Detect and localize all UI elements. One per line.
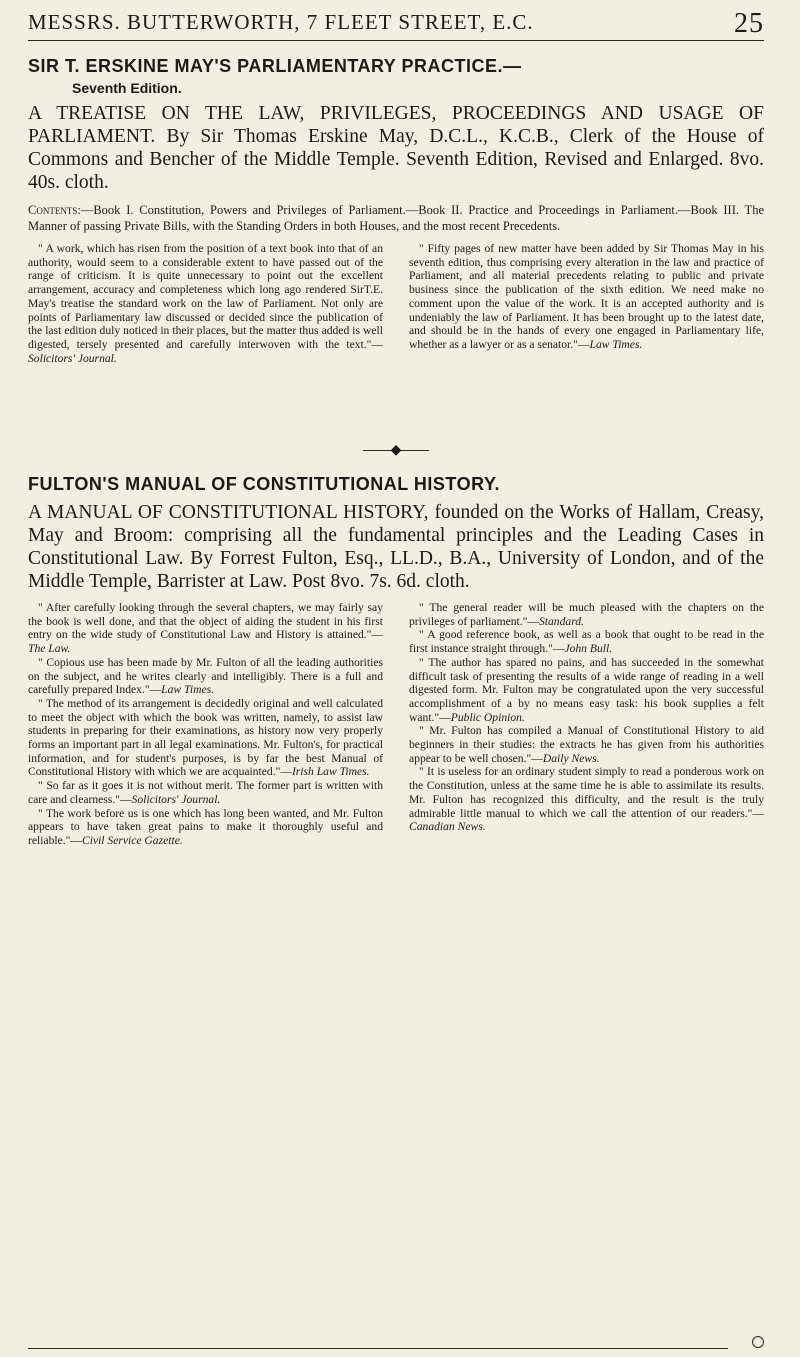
reviews-may: [28, 242, 764, 365]
review-text: " Mr. Fulton has compiled a Manual of Constitutional History to aid beginners in their studies: the extracts he has given from his authorities appear to be well chosen."—: [409, 724, 764, 765]
review-text: " After carefully looking through the several chapters, we may fairly say the book is well done, and that the object of aiding the student in his first entry on the wide study of Constitutional Law and History is attained."—: [28, 601, 383, 642]
review-text: " The work before us is one which has long been wanted, and Mr. Fulton appears to have taken great pains to make it thoroughly useful and reliable."—: [28, 806, 383, 847]
review-source: Civil Service Gazette.: [81, 833, 183, 847]
running-head: [28, 8, 764, 41]
review-quote: [409, 724, 764, 765]
may-parliamentary-practice-section: [28, 56, 764, 365]
corner-ornament: [752, 1336, 764, 1348]
contents-label: Contents:: [28, 203, 81, 217]
review-text: " The general reader will be much pleased with the chapters on the privileges of parliament."—: [409, 601, 764, 628]
running-head-text: MESSRS. BUTTERWORTH, 7 FLEET STREET, E.C.: [28, 10, 534, 34]
review-quote: [28, 656, 383, 697]
edition-label: Seventh Edition.: [72, 80, 182, 96]
review-quote: [28, 807, 383, 848]
section-heading-fulton: FULTON'S MANUAL OF CONSTITUTIONAL HISTORY.: [28, 474, 500, 494]
review-quote: [28, 779, 383, 806]
review-text: " Copious use has been made by Mr. Fulton of all the leading authorities on the subject, and he writes clearly and intelligibly. There is a full and carefully prepared Index."—: [28, 655, 383, 697]
reviews-fulton: [28, 601, 764, 848]
bottom-rule: [28, 1348, 728, 1349]
page-number: 25: [734, 8, 764, 39]
fulton-manual-section: [28, 474, 764, 848]
review-quote: [28, 697, 383, 779]
review-source: Law Times.: [161, 683, 215, 697]
review-column-left: [28, 601, 383, 848]
book-description-may: A TREATISE ON THE LAW, PRIVILEGES, PROCEEDINGS AND USAGE OF PARLIAMENT. By Sir Thomas Erskine May, D.C.L., K.C.B., Clerk of the House of Commons and Bencher of the Middle Temple. Seventh Edition, Revised and Enlarged. 8vo. 40s. cloth.: [28, 103, 764, 193]
review-source: Solicitors' Journal.: [28, 351, 117, 365]
review-column-right: [409, 242, 764, 365]
review-source: Canadian News.: [409, 820, 486, 834]
section-divider: ◆: [28, 442, 764, 459]
review-source: Law Times.: [589, 337, 643, 351]
review-source: Daily News.: [542, 751, 600, 765]
review-column-left: [28, 242, 383, 365]
review-quote: [409, 628, 764, 655]
review-text: " A good reference book, as well as a book that ought to be read in the first instance straight through."—: [409, 628, 764, 656]
review-source: Public Opinion.: [450, 710, 525, 724]
review-quote: [28, 242, 383, 365]
review-quote: [28, 601, 383, 656]
review-text: " The method of its arrangement is decidedly original and well calculated to meet the object with which the book was written, namely, to assist law students in preparing for their examinations, as history now very properly forms an important part in all legal examinations. Mr. Fulton's, for practical information, and for student's purposes, is by far the best Manual of Constitutional History with which we are acquainted."—: [28, 696, 383, 779]
review-source: John Bull.: [564, 642, 613, 656]
contents-text: —Book I. Constitution, Powers and Privileges of Parliament.—Book II. Practice and Proceedings in Parliament.—Book III. The Manner of passing Private Bills, with the Standing Orders in both Houses, and the most recent Precedents.: [28, 203, 764, 233]
review-quote: [409, 601, 764, 628]
review-quote: [409, 765, 764, 834]
review-source: Solicitors' Journal.: [131, 792, 221, 806]
review-text: " The author has spared no pains, and has succeeded in the somewhat difficult task of presenting the results of a wide range of reading in a well digested form. Mr. Fulton may be congratulated upon the very successful accomplishment of a by no means easy task: his book supplies a felt want."—: [409, 655, 764, 724]
contents-paragraph: [28, 202, 764, 234]
section-heading-may: SIR T. ERSKINE MAY'S PARLIAMENTARY PRACTICE.—: [28, 56, 522, 76]
review-quote: [409, 656, 764, 725]
review-text: " A work, which has risen from the position of a text book into that of an authority, would seem to a considerable extent to have passed out of the range of criticism. It is quite unnecessary to point out the excellent arrangement, accuracy and completeness which long ago rendered SirT.E. May's treatise the standard work on the law of Parliament. Not only are points of Parliamentary law discussed or decided since the publication of the last edition duly noticed in their places, but the matter thus added is well digested, tersely presented and carefully interwoven with the text."—: [28, 242, 383, 351]
review-column-right: [409, 601, 764, 848]
review-source: Irish Law Times.: [291, 765, 370, 779]
review-source: Standard.: [538, 614, 584, 628]
review-text: " So far as it goes it is not without merit. The former part is written with care and clearness."—: [28, 779, 383, 806]
book-description-fulton: A MANUAL OF CONSTITUTIONAL HISTORY, founded on the Works of Hallam, Creasy, May and Broom: comprising all the fundamental principles and the Leading Cases in Constitutional Law. By Forrest Fulton, Esq., LL.D., B.A., University of London, and of the Middle Temple, Barrister at Law. Post 8vo. 7s. 6d. cloth.: [28, 502, 764, 592]
review-text: " It is useless for an ordinary student simply to read a ponderous work on the Constitution, unless at the same time he is able to assimilate its results. Mr. Fulton has recognized this difficulty, and the result is the truly admirable little manual to which we call the attention of our readers."—: [409, 765, 764, 820]
review-quote: [409, 242, 764, 352]
review-source: The Law.: [28, 642, 71, 656]
review-text: " Fifty pages of new matter have been added by Sir Thomas May in his seventh edition, thus comprising every alteration in the law and practice of Parliament, and all material precedents relating to public and private business since the publication of the sixth edition. We need make no comment upon the value of the work. It is an accepted authority and is undeniably the law of Parliament. It has been brought up to the latest date, and should be in the hands of every one engaged in Parliamentary life, whether as a lawyer or as a senator."—: [409, 242, 764, 351]
